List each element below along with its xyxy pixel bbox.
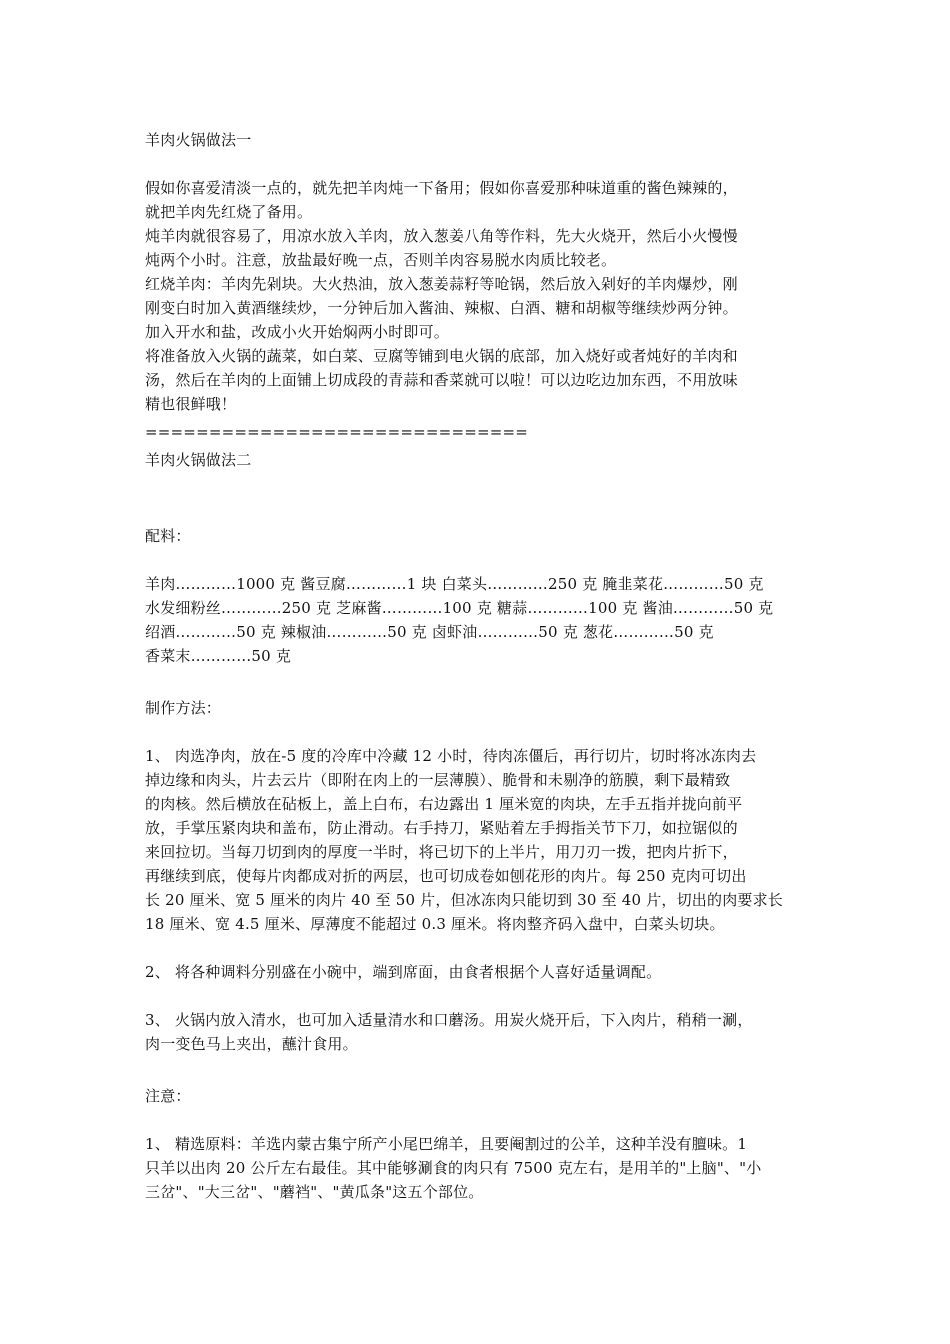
notes-heading: 注意：	[145, 1087, 191, 1105]
step-line: 18 厘米、宽 4.5 厘米、厚薄度不能超过 0.3 厘米。将肉整齐码入盘中，白菜头切块。	[145, 915, 725, 933]
note-line: 1、 精选原料：羊选内蒙古集宁所产小尾巴绵羊，且要阉割过的公羊，这种羊没有膻味。1	[145, 1135, 748, 1153]
paragraph-line: 炖两个小时。注意，放盐最好晚一点，否则羊肉容易脱水肉质比较老。	[145, 251, 617, 269]
step-line: 1、 肉选净肉，放在-5 度的冷库中冷藏 12 小时，待肉冻僵后，再行切片，切时将冰冻肉去	[145, 747, 757, 765]
ingredients-heading: 配料：	[145, 527, 191, 545]
paragraph-line: 精也很鲜哦！	[145, 395, 237, 413]
note-line: 三岔"、"大三岔"、"蘑裆"、"黄瓜条"这五个部位。	[145, 1183, 484, 1201]
step-line: 放，手掌压紧肉块和盖布，防止滑动。右手持刀，紧贴着左手拇指关节下刀，如拉锯似的	[145, 819, 738, 837]
method-heading: 制作方法：	[145, 699, 222, 717]
ingredient-line: 羊肉…………1000 克 酱豆腐…………1 块 白菜头…………250 克 腌韭菜花…………50 克	[145, 575, 764, 593]
paragraph-line: 假如你喜爱清淡一点的，就先把羊肉炖一下备用；假如你喜爱那种味道重的酱色辣辣的，	[145, 179, 738, 197]
step-line: 再继续到底，使每片肉都成对折的两层，也可切成卷如刨花形的肉片。每 250 克肉可切出	[145, 867, 747, 885]
ingredient-line: 香菜末…………50 克	[145, 647, 292, 665]
section-title-method-two: 羊肉火锅做法二	[145, 451, 252, 469]
ingredient-line: 绍酒…………50 克 辣椒油…………50 克 卤虾油…………50 克 葱花…………50 克	[145, 623, 714, 641]
note-line: 只羊以出肉 20 公斤左右最佳。其中能够涮食的肉只有 7500 克左右，是用羊的"上脑"、"小	[145, 1159, 762, 1177]
step-line: 掉边缘和肉头，片去云片（即附在肉上的一层薄膜）、脆骨和未剔净的筋膜，剩下最精致	[145, 771, 731, 789]
paragraph-line: 将准备放入火锅的蔬菜，如白菜、豆腐等铺到电火锅的底部，加入烧好或者炖好的羊肉和	[145, 347, 738, 365]
ingredient-line: 水发细粉丝…………250 克 芝麻酱…………100 克 糖蒜…………100 克 酱油…………50 克	[145, 599, 774, 617]
step-line: 2、 将各种调料分别盛在小碗中，端到席面，由食者根据个人喜好适量调配。	[145, 963, 662, 981]
step-line: 来回拉切。当每刀切到肉的厚度一半时，将已切下的上半片，用刀刃一拨，把肉片折下，	[145, 843, 738, 861]
paragraph-line: 炖羊肉就很容易了，用凉水放入羊肉，放入葱姜八角等作料，先大火烧开，然后小火慢慢	[145, 227, 738, 245]
step-line: 长 20 厘米、宽 5 厘米的肉片 40 至 50 片，但冰冻肉只能切到 30 至 40 片，切出的肉要求长	[145, 891, 783, 909]
paragraph-line: 红烧羊肉：羊肉先剁块。大火热油，放入葱姜蒜籽等呛锅，然后放入剁好的羊肉爆炒，刚	[145, 275, 738, 293]
paragraph-line: 汤，然后在羊肉的上面铺上切成段的青蒜和香菜就可以啦！可以边吃边加东西，不用放味	[145, 371, 738, 389]
paragraph-line: 就把羊肉先红烧了备用。	[145, 203, 313, 221]
section-title-method-one: 羊肉火锅做法一	[145, 131, 252, 149]
step-line: 3、 火锅内放入清水，也可加入适量清水和口蘑汤。用炭火烧开后，下入肉片，稍稍一涮，	[145, 1011, 753, 1029]
section-divider: ==============================	[145, 423, 529, 441]
step-line: 肉一变色马上夹出，蘸汁食用。	[145, 1035, 358, 1053]
paragraph-line: 加入开水和盐，改成小火开始焖两小时即可。	[145, 323, 450, 341]
paragraph-line: 刚变白时加入黄酒继续炒，一分钟后加入酱油、辣椒、白酒、糖和胡椒等继续炒两分钟。	[145, 299, 738, 317]
step-line: 的肉核。然后横放在砧板上，盖上白布，右边露出 1 厘米宽的肉块，左手五指并拢向前平	[145, 795, 743, 813]
